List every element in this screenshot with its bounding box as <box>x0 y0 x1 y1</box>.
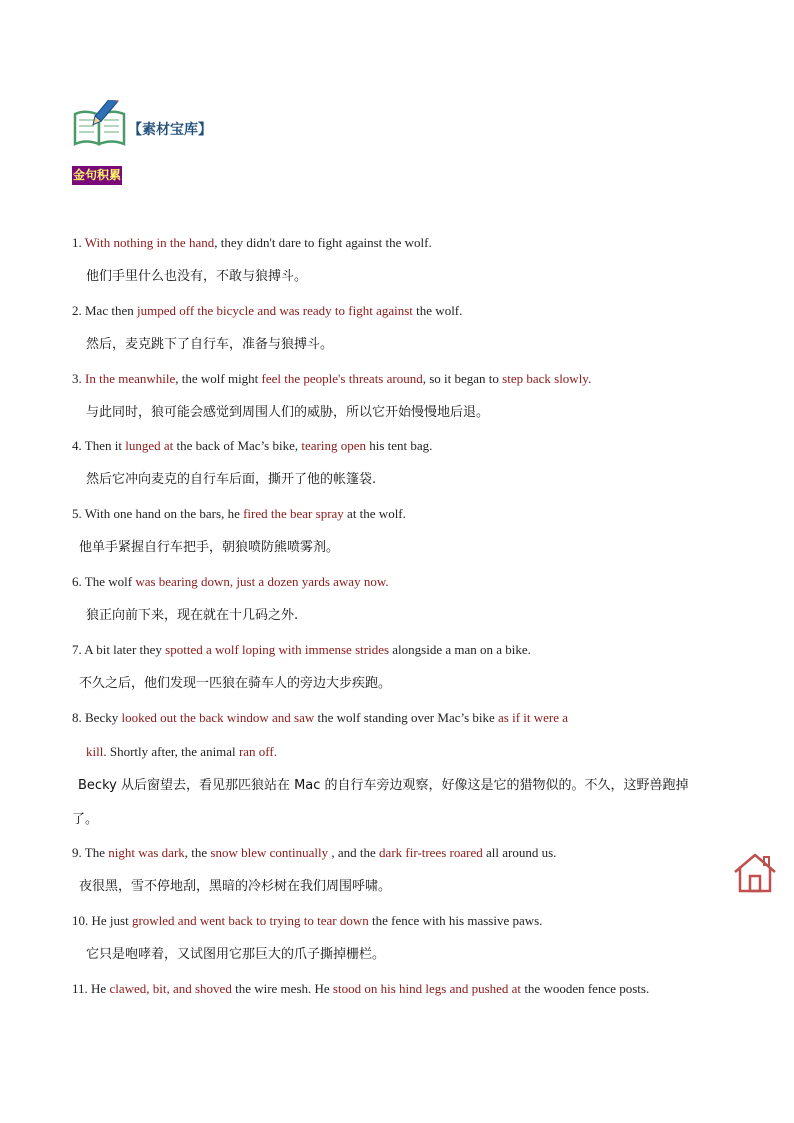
chinese-translation: 不久之后，他们发现一匹狼在骑车人的旁边大步疾跑。 <box>79 676 392 691</box>
sentence-text: , and the <box>328 845 380 860</box>
sentence-text: , the wolf might <box>175 371 262 386</box>
sentence-text: all around us. <box>482 845 557 860</box>
highlighted-phrase: stood on his hind legs and pushed at <box>332 981 522 996</box>
highlighted-phrase: lunged at <box>125 438 174 453</box>
sentence-text: the wolf. <box>412 303 463 318</box>
highlighted-phrase: dark fir-trees roared <box>379 845 483 860</box>
highlighted-phrase: step back slowly <box>502 371 588 386</box>
sentence-text: 3. <box>72 371 85 386</box>
english-sentence <box>72 980 649 998</box>
chinese-translation: 然后它冲向麦克的自行车后面，撕开了他的帐篷袋. <box>86 472 377 487</box>
sentence-text: the wire mesh. He <box>231 981 333 996</box>
sentence-text: 2. Mac then <box>72 303 137 318</box>
sentence-text: 10. He just <box>72 913 132 928</box>
sentence-text: 5. With one hand on the bars, he <box>72 506 244 521</box>
highlighted-phrase: jumped off the bicycle and was ready to fight against <box>136 303 413 318</box>
highlighted-phrase: spotted a wolf loping with immense strides <box>165 642 390 657</box>
sentence-text: . <box>587 371 592 386</box>
book-pencil-icon <box>72 100 128 150</box>
highlighted-phrase: snow blew continually <box>210 845 329 860</box>
chinese-translation: 然后，麦克跳下了自行车，准备与狼搏斗。 <box>86 337 334 352</box>
sentence-text: 8. Becky <box>72 710 122 725</box>
sentence-text: at the wolf. <box>343 506 406 521</box>
home-icon[interactable] <box>732 850 778 896</box>
sentence-text: 11. He <box>72 981 110 996</box>
highlighted-phrase: fired the bear spray <box>243 506 344 521</box>
sentence-text: the fence with his massive paws. <box>368 913 543 928</box>
sentence-text: , they didn't dare to fight against the wolf. <box>214 235 432 250</box>
sentence-text: , so it began to <box>422 371 503 386</box>
chinese-translation: 他单手紧握自行车把手，朝狼喷防熊喷雾剂。 <box>79 540 340 555</box>
sentence-text: 4. Then it <box>72 438 126 453</box>
highlighted-phrase: tearing open <box>301 438 366 453</box>
chinese-translation: 他们手里什么也没有，不敢与狼搏斗。 <box>86 269 308 284</box>
highlighted-phrase: growled and went back to trying to tear down <box>131 913 369 928</box>
english-sentence <box>72 505 406 523</box>
chinese-translation: 夜很黑，雪不停地刮，黑暗的冷杉树在我们周围呼啸。 <box>79 879 392 894</box>
section-header <box>72 100 212 150</box>
sentence-text: the wolf standing over Mac’s bike <box>314 710 499 725</box>
sentence-text: the wooden fence posts. <box>521 981 650 996</box>
english-sentence-continued <box>86 743 277 761</box>
highlighted-phrase: night was dark <box>108 845 185 860</box>
sentence-text: 7. A bit later they <box>72 642 166 657</box>
chinese-translation-continued: 了。 <box>72 812 99 827</box>
chinese-translation: Becky 从后窗望去，看见那匹狼站在 Mac 的自行车旁边观察，好像这是它的猎物似的。不久，这野兽跑掉 <box>78 778 689 793</box>
sentence-text: 9. The <box>72 845 109 860</box>
highlighted-phrase: With nothing in the hand <box>84 235 215 250</box>
english-sentence <box>72 370 591 388</box>
sentence-text: alongside a man on a bike. <box>389 642 531 657</box>
chinese-translation: 与此同时，狼可能会感觉到周围人们的威胁，所以它开始慢慢地后退。 <box>86 405 490 420</box>
highlighted-phrase: ran off. <box>238 744 277 759</box>
highlighted-phrase: looked out the back window and saw <box>121 710 315 725</box>
highlighted-phrase: In the meanwhile <box>85 371 176 386</box>
highlighted-phrase: clawed, bit, and shoved <box>109 981 232 996</box>
english-sentence <box>72 709 568 727</box>
english-sentence <box>72 641 531 659</box>
section-title: 【素材宝库】 <box>128 122 212 138</box>
highlighted-phrase: feel the people's threats around <box>261 371 423 386</box>
sentence-text: 6. The wolf <box>72 574 136 589</box>
highlighted-phrase: was bearing down, just a dozen yards away now. <box>135 574 389 589</box>
section-tag: 金句积累 <box>72 166 122 185</box>
sentence-text: the back of Mac’s bike, <box>173 438 302 453</box>
sentence-text: 1. <box>72 235 85 250</box>
chinese-translation: 它只是咆哮着，又试图用它那巨大的爪子撕掉栅栏。 <box>86 947 386 962</box>
highlighted-phrase: as if it were a <box>498 710 569 725</box>
sentence-text: . Shortly after, the animal <box>103 744 239 759</box>
highlighted-phrase: kill <box>86 744 104 759</box>
chinese-translation: 狼正向前下来，现在就在十几码之外. <box>86 608 299 623</box>
english-sentence <box>72 234 432 252</box>
english-sentence <box>72 573 389 591</box>
english-sentence <box>72 437 432 455</box>
english-sentence <box>72 302 462 320</box>
english-sentence <box>72 912 542 930</box>
english-sentence <box>72 844 556 862</box>
sentence-text: his tent bag. <box>366 438 433 453</box>
sentence-text: , the <box>184 845 211 860</box>
